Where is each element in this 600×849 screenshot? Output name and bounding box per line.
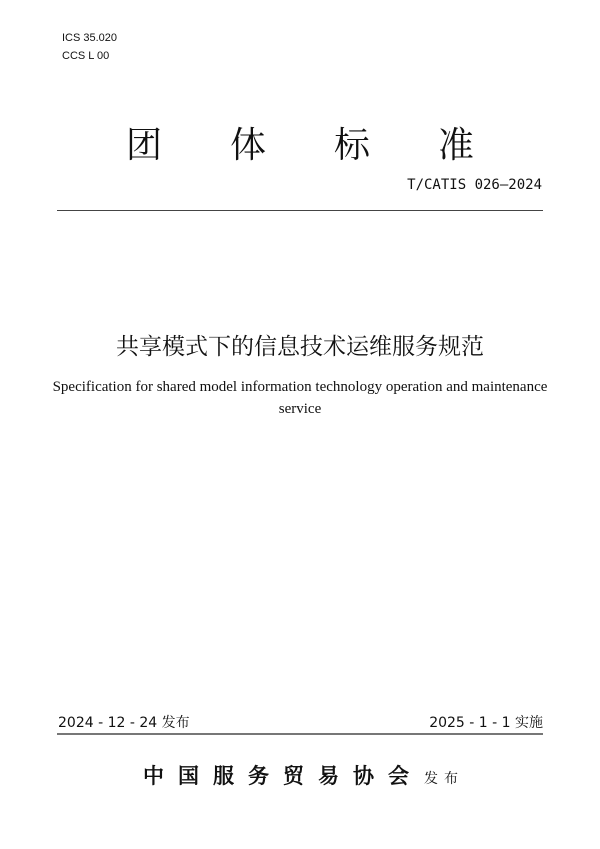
publisher-char: 服 bbox=[213, 764, 234, 788]
publisher-char: 易 bbox=[318, 764, 339, 788]
bottom-divider bbox=[57, 733, 543, 735]
issue-date: 2024 - 12 - 24 发布 bbox=[58, 715, 190, 731]
publisher-name bbox=[136, 764, 416, 788]
publisher bbox=[0, 760, 600, 790]
ccs-code: CCS L 00 bbox=[62, 50, 110, 62]
heading-char: 标 bbox=[334, 125, 371, 166]
publisher-char: 会 bbox=[388, 764, 409, 788]
publisher-char: 务 bbox=[248, 764, 269, 788]
standard-code: T/CATIS 026—2024 bbox=[407, 177, 542, 193]
effective-date: 2025 - 1 - 1 实施 bbox=[429, 715, 543, 731]
publisher-char: 贸 bbox=[283, 764, 304, 788]
publisher-char: 国 bbox=[178, 764, 199, 788]
title-english: Specification for shared model information technology operation and maintenance service bbox=[52, 379, 548, 417]
title-chinese: 共享模式下的信息技术运维服务规范 bbox=[116, 334, 484, 360]
heading-char: 团 bbox=[125, 125, 162, 166]
heading-char: 体 bbox=[229, 125, 266, 166]
publisher-char: 中 bbox=[143, 764, 164, 788]
heading-char: 准 bbox=[438, 125, 475, 166]
publish-label: 发布 bbox=[424, 771, 464, 787]
top-divider bbox=[57, 210, 543, 211]
publisher-char: 协 bbox=[353, 764, 374, 788]
classification-codes bbox=[62, 29, 117, 65]
standard-type-heading bbox=[0, 117, 600, 168]
ics-code: ICS 35.020 bbox=[62, 32, 118, 44]
